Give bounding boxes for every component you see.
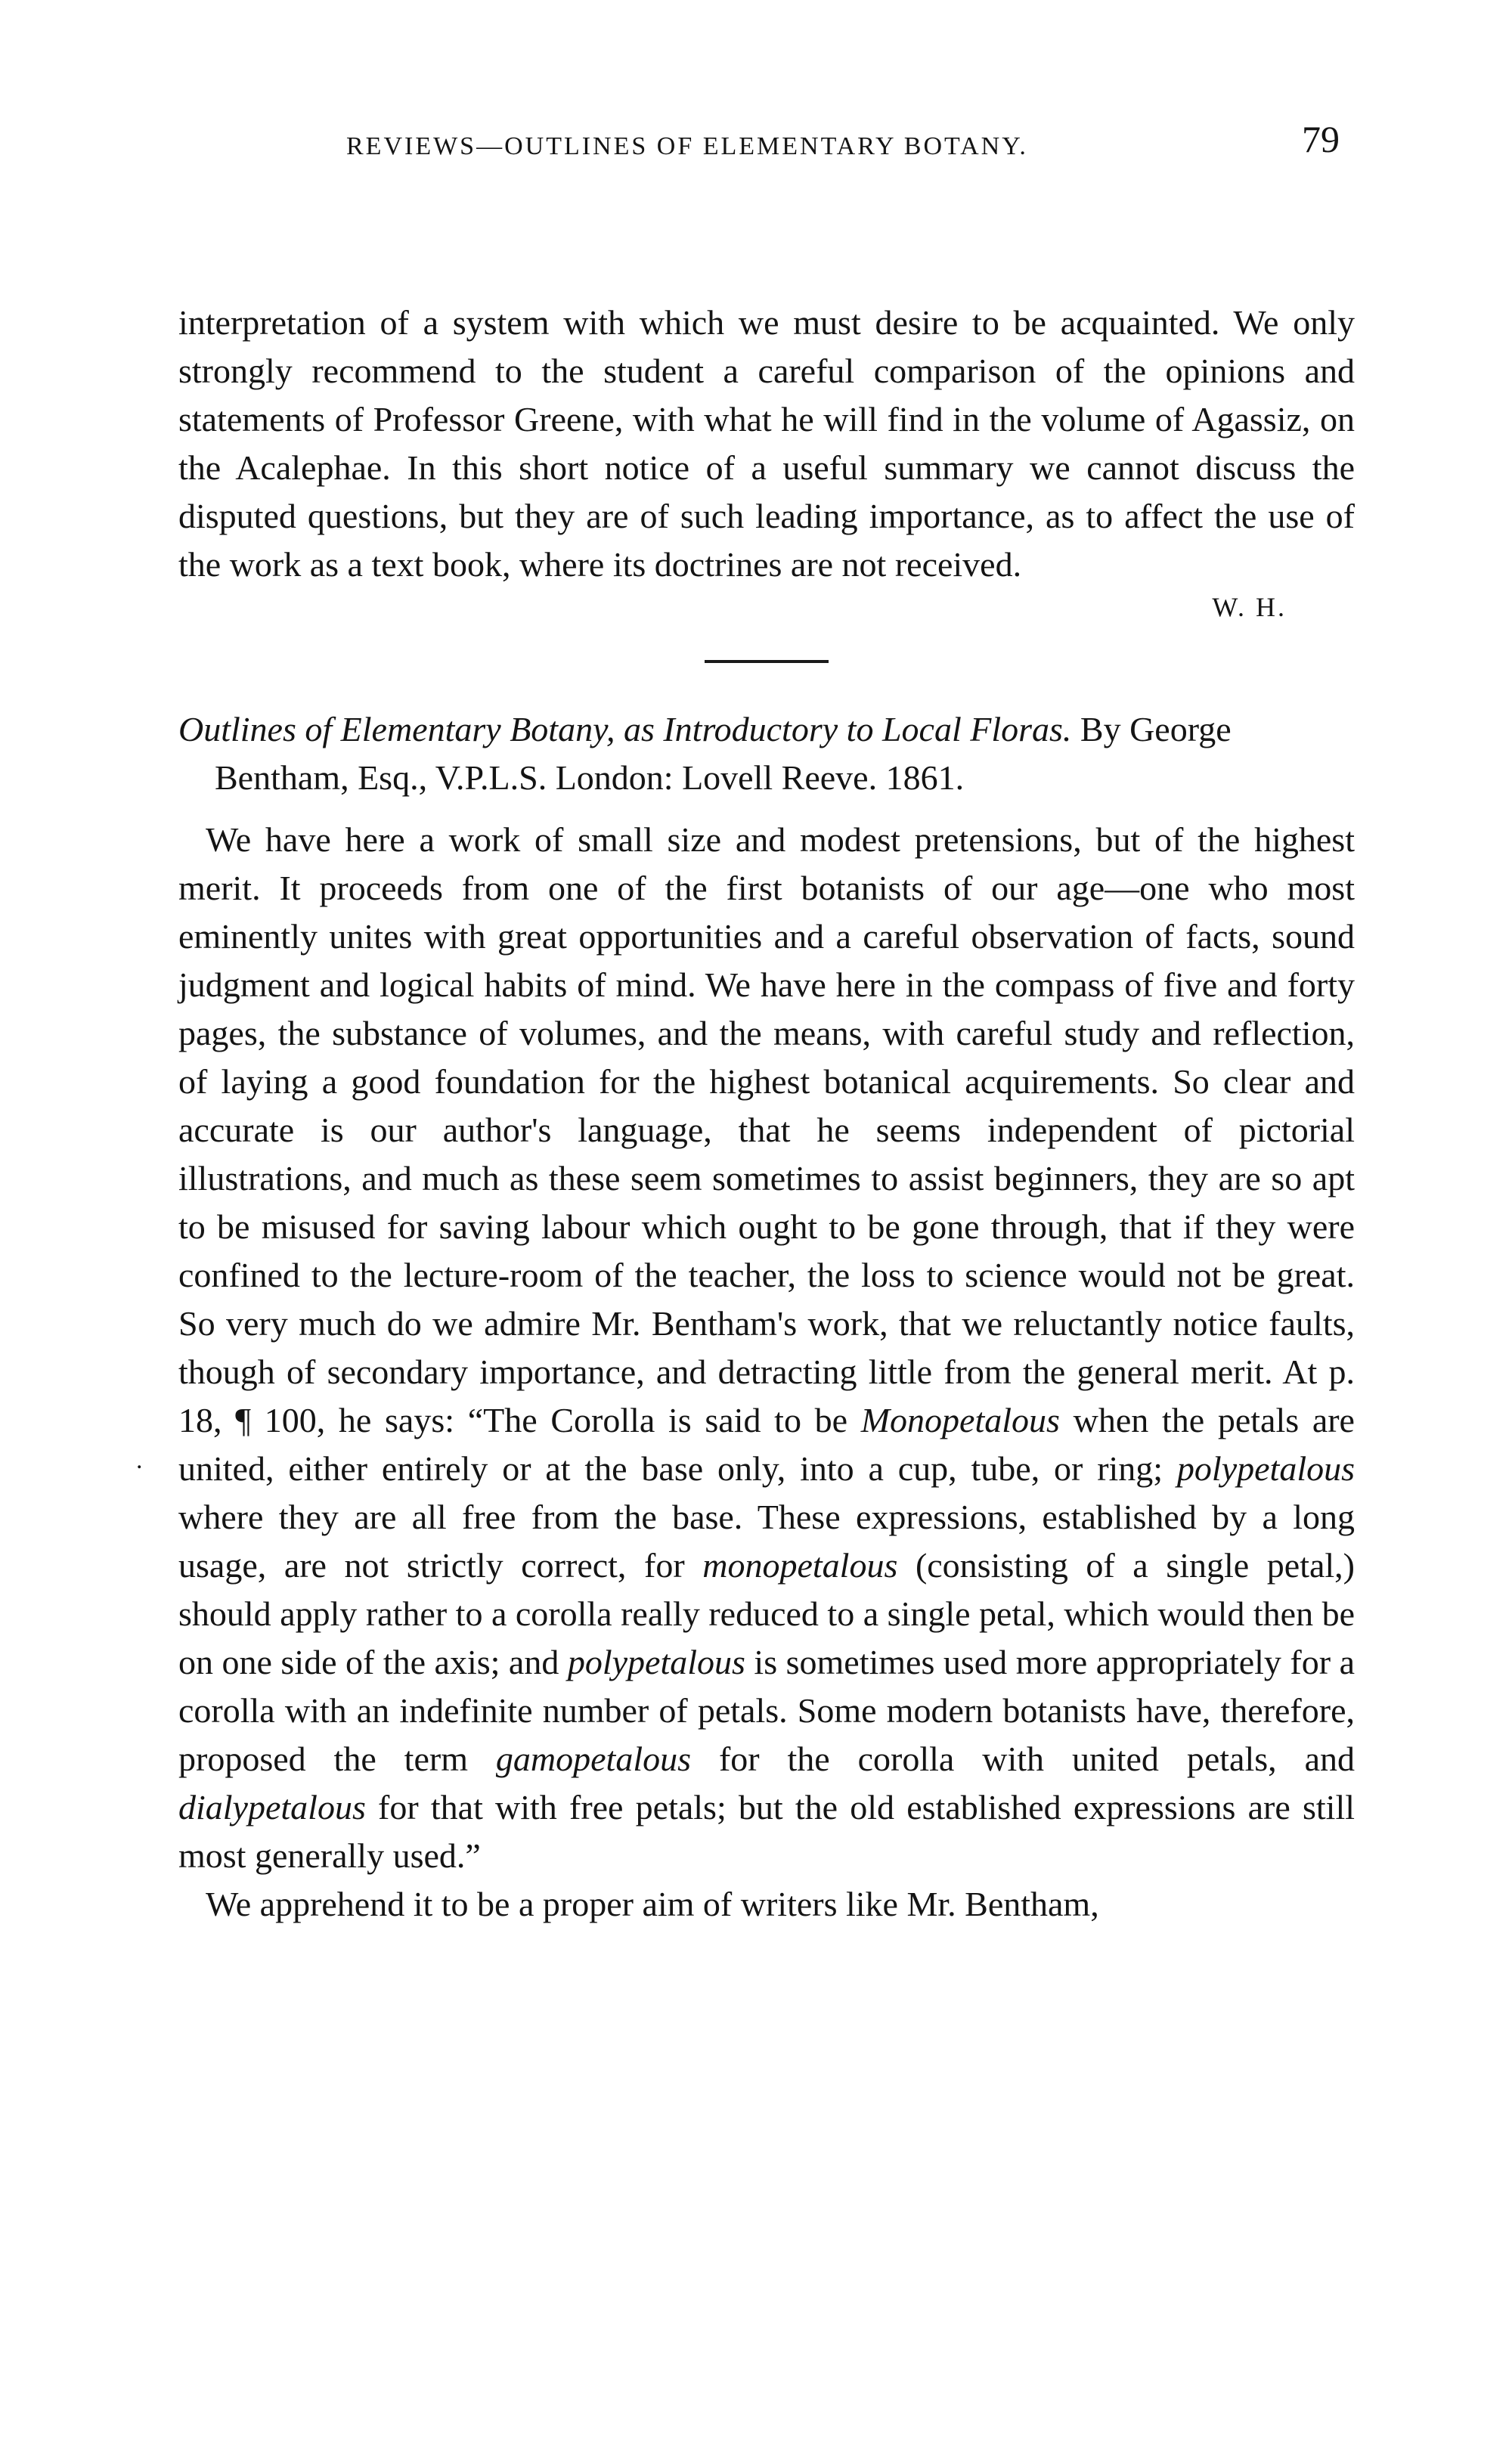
term-monopetalous: monopetalous (702, 1546, 898, 1585)
text-run: for that with free petals; but the old established expressions are still most generally used.” (178, 1788, 1355, 1875)
text-run: is sometimes used more appropriately for a corolla with an indefinite number of petals. Some modern botanists have, therefore, proposed the term (178, 1643, 1355, 1778)
text-run: for the corolla with united petals, and (691, 1740, 1355, 1778)
term-gamopetalous: gamopetalous (495, 1740, 692, 1778)
term-monopetalous-cap: Monopetalous (860, 1401, 1060, 1439)
review2-citation (178, 705, 1355, 802)
book-title: Outlines of Elementary Botany, as Introductory to Local Floras. (178, 710, 1072, 748)
text-run: (consisting of a single petal,) should apply rather to a corolla really reduced to a single petal, which would then be on one side of the axis; and (178, 1546, 1355, 1681)
margin-mark: . (136, 1446, 143, 1474)
section-divider (705, 660, 829, 663)
review2-paragraph-1 (178, 816, 1355, 1880)
page-header (178, 117, 1355, 170)
page-number: 79 (1302, 118, 1340, 160)
term-polypetalous: polypetalous (1176, 1449, 1355, 1488)
term-polypetalous-2: polypetalous (567, 1643, 745, 1681)
text-run: where they are all free from the base. These expressions, established by a long usage, are not strictly correct, for (178, 1498, 1355, 1585)
review1-paragraph: interpretation of a system with which we must desire to be acquainted. We only strongly recommend to the student a careful comparison of the opinions and statements of Professor Greene, with what he will find in the volume of Agassiz, on the Acalephae. In this short notice of a useful summary we cannot discuss the disputed questions, but they are of such leading importance, as to affect the use of the work as a text book, where its doctrines are not received. (178, 303, 1355, 584)
term-dialypetalous: dialypetalous (178, 1788, 366, 1826)
text-run: We have here a work of small size and modest pretensions, but of the highest merit. It proceeds from one of the first botanists of our age—one who most eminently unites with great opportunities and a careful observation of facts, sound judgment and logical habits of mind. We have here in the compass of five and forty pages, the substance of volumes, and the means, with careful study and reflection, of laying a good foundation for the highest botanical acquirements. So clear and accurate is our author's language, that he seems independent of pictorial illustrations, and much as these seem sometimes to assist beginners, they are so apt to be misused for saving labour which ought to be gone through, that if they were confined to the lecture-room of the teacher, the loss to science would not be great. So very much do we admire Mr. Bentham's work, that we reluctantly notice faults, though of secondary importance, and detracting little from the general merit. At p. 18, ¶ 100, he says: “The Corolla is said to be (178, 820, 1355, 1439)
body-text (178, 299, 1355, 1929)
review1-signature: W. H. (1212, 592, 1287, 622)
book-details: By George Bentham, Esq., V.P.L.S. London: Lovell Reeve. 1861. (215, 710, 1232, 797)
review2-paragraph-2: We apprehend it to be a proper aim of writers like Mr. Bentham, (206, 1885, 1099, 1923)
text-run: when the petals are united, either entirely or at the base only, into a cup, tube, or ring; (178, 1401, 1355, 1488)
running-head: REVIEWS—OUTLINES OF ELEMENTARY BOTANY. (346, 132, 1028, 160)
